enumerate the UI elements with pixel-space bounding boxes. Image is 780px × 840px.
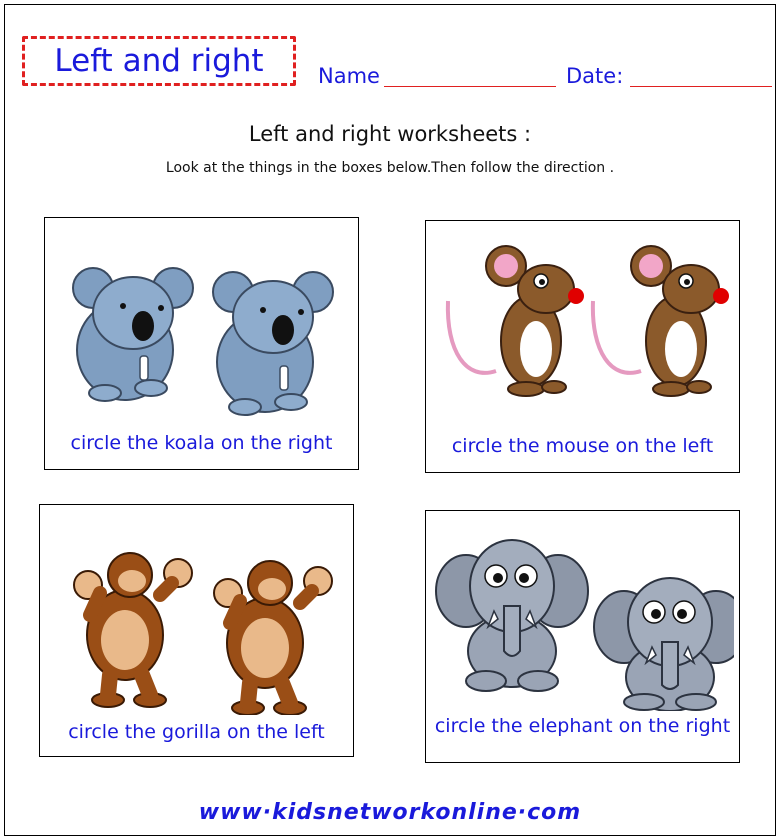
date-field[interactable] xyxy=(630,86,772,87)
koala-box xyxy=(44,217,359,470)
footer-website: www·kidsnetworkonline·com xyxy=(198,800,582,825)
worksheet-heading: Left and right worksheets : xyxy=(248,122,532,146)
gorilla-right[interactable] xyxy=(214,561,332,715)
name-label: Name xyxy=(318,64,380,88)
gorilla-box xyxy=(39,504,354,757)
worksheet-title-box xyxy=(22,36,296,86)
elephant-right[interactable] xyxy=(594,578,734,711)
elephant-illustration xyxy=(434,531,734,711)
mouse-illustration xyxy=(436,241,736,401)
elephant-box xyxy=(425,510,740,763)
name-field[interactable] xyxy=(384,86,556,87)
mouse-left[interactable] xyxy=(448,246,584,396)
elephant-left[interactable] xyxy=(436,540,588,691)
worksheet-instruction: Look at the things in the boxes below.Then follow the direction . xyxy=(165,160,615,176)
gorilla-illustration xyxy=(60,545,340,715)
mouse-right[interactable] xyxy=(593,246,729,396)
mouse-caption: circle the mouse on the left xyxy=(451,435,714,457)
koala-right[interactable] xyxy=(213,272,333,415)
koala-caption: circle the koala on the right xyxy=(70,432,333,454)
koala-illustration xyxy=(65,258,340,418)
gorilla-left[interactable] xyxy=(74,553,192,707)
date-label: Date: xyxy=(566,64,624,88)
koala-left[interactable] xyxy=(73,268,193,401)
elephant-caption: circle the elephant on the right xyxy=(434,715,731,737)
mouse-box xyxy=(425,220,740,473)
worksheet-title: Left and right xyxy=(54,43,264,79)
gorilla-caption: circle the gorilla on the left xyxy=(68,721,325,743)
